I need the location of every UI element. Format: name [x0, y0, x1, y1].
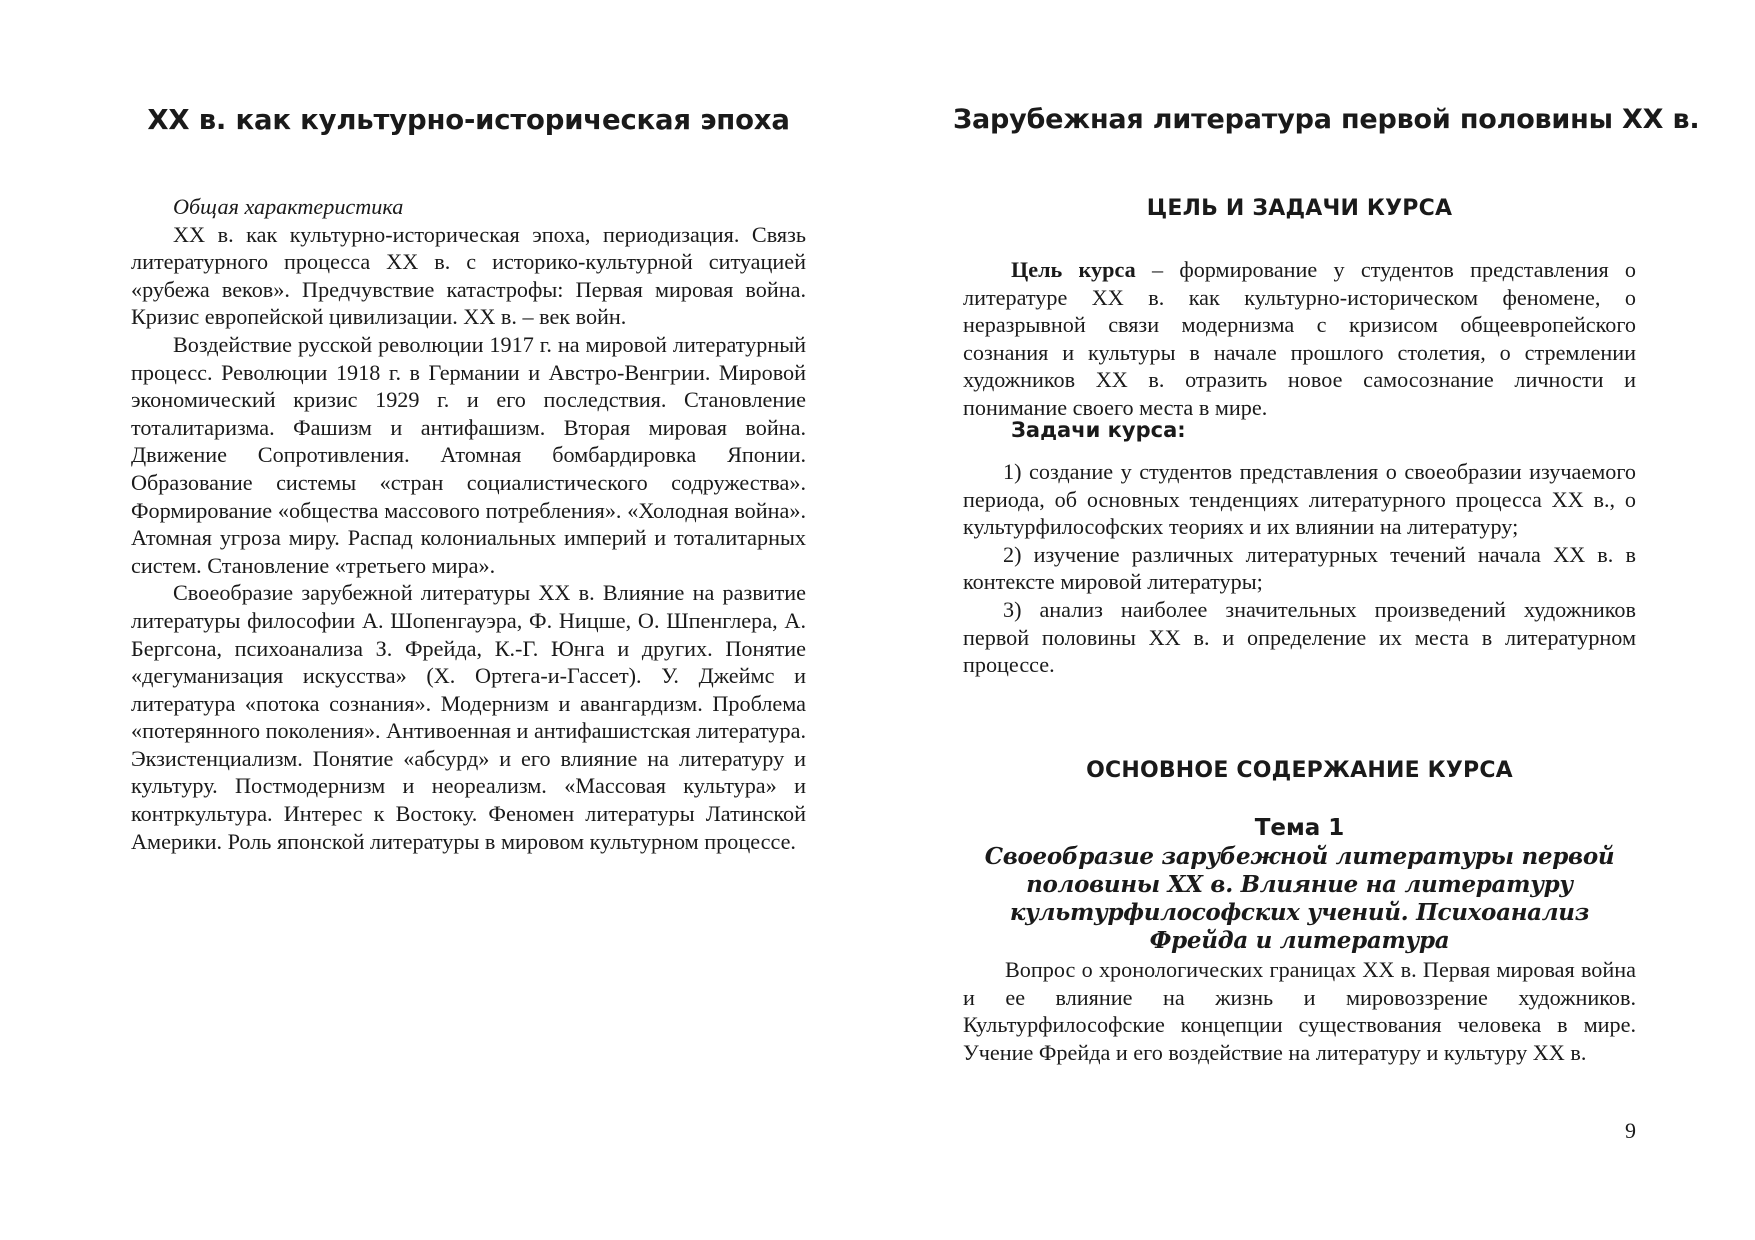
left-page-body: [131, 193, 806, 855]
goal-text: – формирование у студентов представления о литературе XX в. как культурно-историческом феномене, о неразрывной связи модернизма с кризисом общеевропейского сознания и культуры в начале прошлого столетия, о стремлении художников XX в. отразить новое самосознание личности и понимание своего места в мире.: [963, 257, 1637, 420]
goals-heading: ЦЕЛЬ И ЗАДАЧИ КУРСА: [1146, 196, 1453, 221]
topic-paragraph: Вопрос о хронологических границах XX в. Первая мировая война и ее влияние на жизнь и мировоззрение художников. Культурфилософские концепции существования человека в мире. Учение Фрейда и его воздействие на литературу и культуру XX в.: [963, 957, 1636, 1065]
tasks-list: [963, 458, 1636, 679]
page-number: 9: [1625, 1118, 1636, 1143]
paragraph-2: Воздействие русской революции 1917 г. на мировой литературный процесс. Революции 1918 г. в Германии и Австро-Венгрии. Мировой экономический кризис 1929 г. и его последствия. Становление тоталитаризма. Фашизм и антифашизм. Вторая мировая война. Движение Сопротивления. Атомная бомбардировка Японии. Образование системы «стран социалистического содружества». Формирование «общества массового потребления». «Холодная война». Атомная угроза миру. Распад колониальных империй и тоталитарных систем. Становление «третьего мира».: [131, 331, 806, 578]
paragraph-3: Своеобразие зарубежной литературы XX в. Влияние на развитие литературы философии А. Шопенгауэра, Ф. Ницше, О. Шпенглера, А. Бергсона, психоанализа З. Фрейда, К.-Г. Юнга и других. Понятие «дегуманизация искусства» (Х. Ортега-и-Гассет). У. Джеймс и литература «потока сознания». Модернизм и авангардизм. Проблема «потерянного поколения». Антивоенная и антифашистская литература. Экзистенциализм. Понятие «абсурд» и его влияние на литературу и культуру. Постмодернизм и неореализм. «Массовая культура» и контркультура. Интерес к Востоку. Феномен литературы Латинской Америки. Роль японской литературы в мировом культурном процессе.: [131, 580, 806, 854]
right-page: [953, 0, 1700, 1240]
right-page-title: Зарубежная литература первой половины XX в.: [953, 104, 1700, 135]
task-item: 3) анализ наиболее значительных произведений художников первой половины XX в. и определение их места в литературном процессе.: [963, 596, 1636, 678]
topic-title: Своеобразие зарубежной литературы первой половины XX в. Влияние на литературу культурфилософских учений. Психоанализ Фрейда и литература: [984, 843, 1615, 954]
goal-label: Цель курса: [1011, 257, 1136, 282]
subheading: Общая характеристика: [173, 194, 404, 219]
content-heading: ОСНОВНОЕ СОДЕРЖАНИЕ КУРСА: [1086, 758, 1513, 783]
paragraph-1: XX в. как культурно-историческая эпоха, периодизация. Связь литературного процесса XX в. с историко-культурной ситуацией «рубежа веков». Предчувствие катастрофы: Первая мировая война. Кризис европейской цивилизации. XX в. – век войн.: [131, 221, 806, 330]
goal-paragraph: [963, 256, 1636, 422]
left-page-title: XX в. как культурно-историческая эпоха: [147, 104, 790, 136]
tasks-label: Задачи курса:: [1011, 418, 1186, 442]
topic-body: [963, 956, 1636, 1066]
topic-number: Тема 1: [1254, 815, 1345, 841]
task-item: 1) создание у студентов представления о своеобразии изучаемого периода, об основных тенденциях литературного процесса XX в., о культурфилософских теориях и их влиянии на литературу;: [963, 459, 1636, 540]
left-page: [131, 0, 806, 1240]
task-item: 2) изучение различных литературных течений начала XX в. в контексте мировой литературы;: [963, 541, 1636, 595]
